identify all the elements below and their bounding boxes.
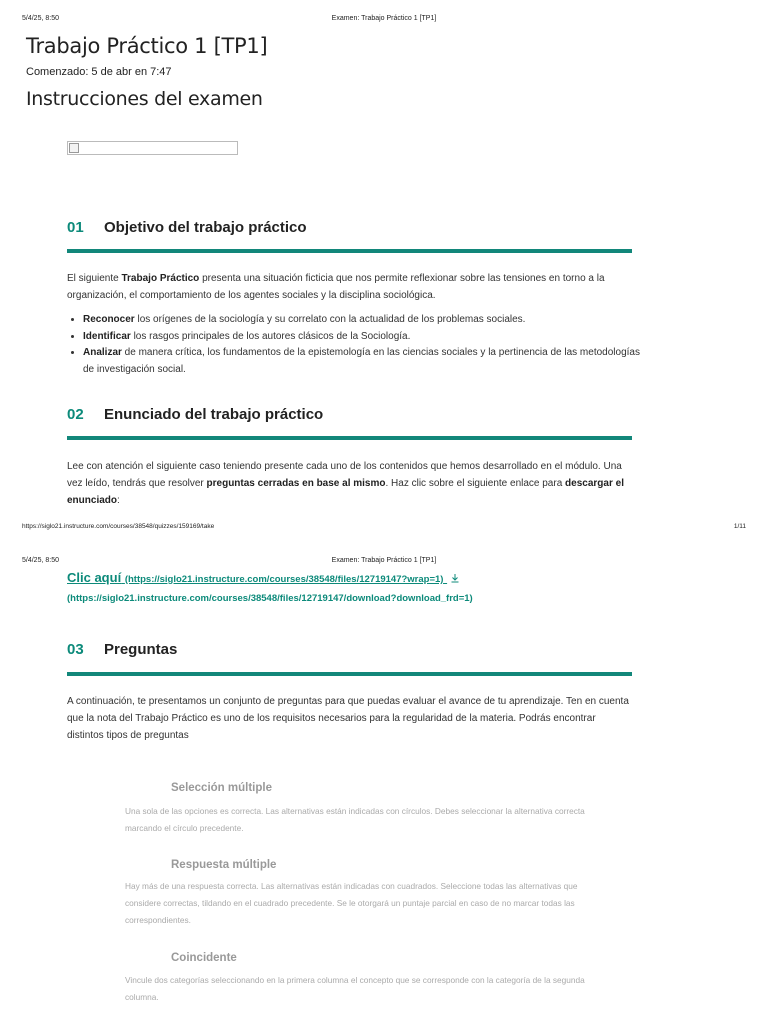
- print-url: https://siglo21.instructure.com/courses/38548/quizzes/159169/take: [22, 523, 215, 530]
- section-number: 01: [67, 219, 84, 236]
- section-title: Objetivo del trabajo práctico: [104, 219, 307, 236]
- print-doc-title: Examen: Trabajo Práctico 1 [TP1]: [331, 15, 437, 22]
- broken-image-placeholder: [67, 141, 238, 155]
- section-divider: [67, 249, 632, 253]
- broken-image-icon: [69, 143, 79, 153]
- list-item: • Analizar de manera crítica, los fundamentos de la epistemología en las ciencias sociales y la pertinencia de las metodologías de investigación social.: [83, 345, 648, 378]
- download-icon[interactable]: [450, 573, 460, 583]
- download-file-link[interactable]: (https://siglo21.instructure.com/courses/38548/files/12719147/download?download_frd=1): [67, 593, 473, 604]
- instructions-heading: Instrucciones del examen: [26, 88, 263, 110]
- question-type-desc: Una sola de las opciones es correcta. Las alternativas están indicadas con círculos. Debes seleccionar la alternativa correcta marcando el círculo precedente.: [125, 806, 585, 833]
- list-item: • Reconocer los orígenes de la sociología y su correlato con la actualidad de los problemas sociales.: [83, 312, 648, 329]
- section-title: Preguntas: [104, 641, 178, 658]
- enunciado-text: Lee con atención el siguiente caso teniendo presente cada uno de los contenidos que hemos desarrollado en el módulo. Una vez leído, tendrás que resolver preguntas cerradas en base al mismo. Haz clic sobre el siguiente enlace para descargar el enunciado:: [67, 461, 624, 506]
- download-link[interactable]: [67, 570, 460, 585]
- question-type-desc: Hay más de una respuesta correcta. Las alternativas están indicadas con cuadrados. Seleccione todas las alternativas que considere correctas, tildando en el cuadrado precedente. Se le otorgará un puntaje parcial en caso de no marcar todas las correspondientes.: [125, 881, 578, 925]
- preguntas-text: A continuación, te presentamos un conjunto de preguntas para que puedas evaluar el avance de tu aprendizaje. Ten en cuenta que la nota del Trabajo Práctico es uno de los requisitos necesarios para la regularidad de la materia. Podrás encontrar distintos tipos de preguntas: [67, 696, 629, 741]
- section-title: Enunciado del trabajo práctico: [104, 406, 324, 423]
- print-doc-title: Examen: Trabajo Práctico 1 [TP1]: [331, 557, 437, 564]
- list-item: • Identificar los rasgos principales de los autores clásicos de la Sociología.: [83, 329, 648, 346]
- section-objetivo: [67, 219, 632, 236]
- objective-intro: El siguiente Trabajo Práctico presenta una situación ficticia que nos permite reflexionar sobre las tensiones en torno a la organización, el comportamiento de los agentes sociales y la disciplina sociológica.: [67, 273, 605, 301]
- section-enunciado: [67, 406, 632, 423]
- print-datetime: 5/4/25, 8:50: [22, 15, 59, 22]
- section-number: 02: [67, 406, 84, 423]
- question-type-desc: Vincule dos categorías seleccionando en la primera columna el concepto que se corresponde con la categoría de la segunda columna.: [125, 975, 585, 1002]
- download-link-url[interactable]: (https://siglo21.instructure.com/courses/38548/files/12719147?wrap=1): [124, 574, 444, 585]
- print-datetime: 5/4/25, 8:50: [22, 557, 59, 564]
- page-title: Trabajo Práctico 1 [TP1]: [26, 34, 268, 58]
- question-type-title: Selección múltiple: [171, 782, 272, 794]
- question-type-title: Respuesta múltiple: [171, 859, 277, 871]
- started-time: Comenzado: 5 de abr en 7:47: [26, 66, 172, 78]
- objective-list: [67, 312, 648, 378]
- section-number: 03: [67, 641, 84, 658]
- print-page-number: 1/11: [733, 523, 746, 530]
- download-link-text[interactable]: Clic aquí: [67, 570, 122, 585]
- section-preguntas: [67, 641, 632, 658]
- section-divider: [67, 436, 632, 440]
- section-divider: [67, 672, 632, 676]
- question-type-title: Coincidente: [171, 952, 237, 964]
